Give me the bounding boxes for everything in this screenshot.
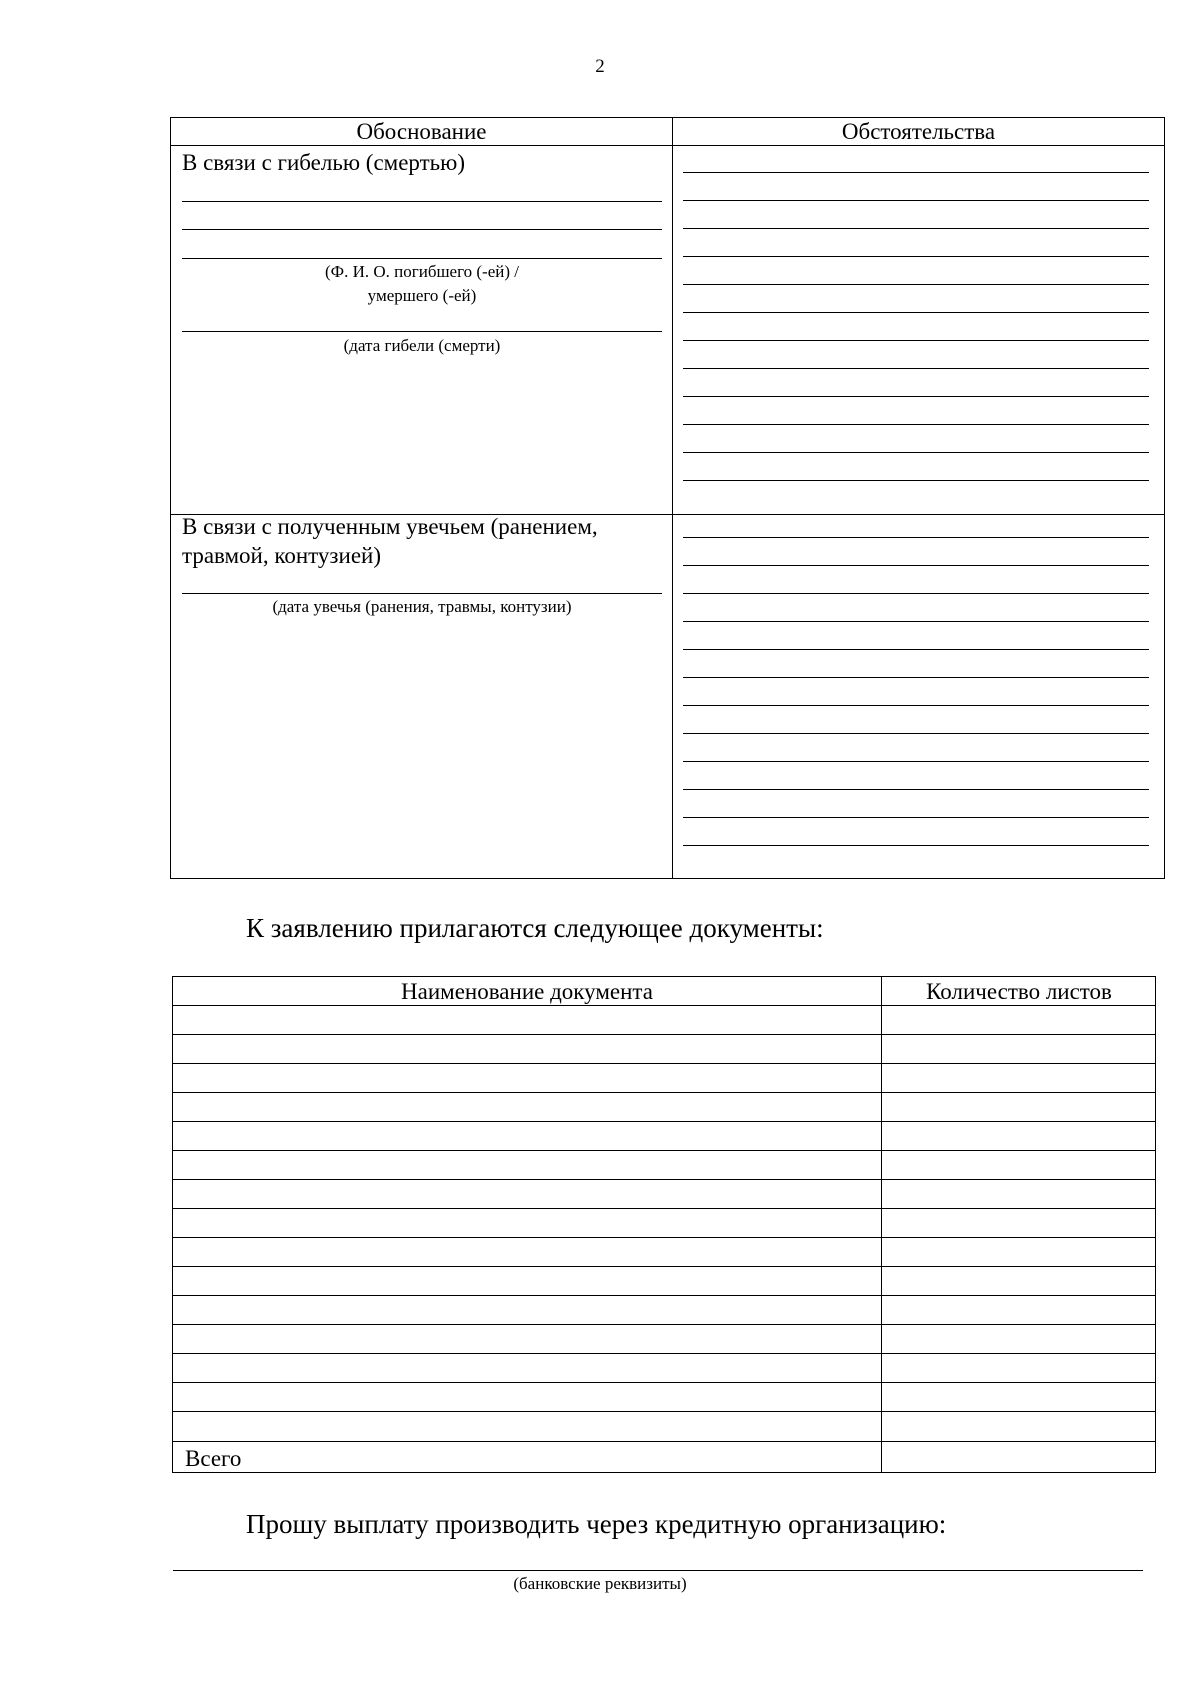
injury-circumstances-line[interactable] [683, 565, 1149, 566]
injury-circumstances-line[interactable] [683, 621, 1149, 622]
death-circumstances-line[interactable] [683, 228, 1149, 229]
label-line: травмой, контузией) [182, 543, 382, 568]
injury-date-field[interactable] [182, 593, 662, 594]
sheet-count-header: Количество листов [926, 979, 1112, 1004]
total-label: Всего [185, 1446, 242, 1471]
sheet-count-cell[interactable] [883, 1325, 1155, 1354]
death-circumstances-line[interactable] [683, 480, 1149, 481]
death-circumstances-line[interactable] [683, 172, 1149, 173]
death-circumstances-line[interactable] [683, 284, 1149, 285]
document-name-cell[interactable] [173, 1035, 881, 1064]
document-name-cell[interactable] [173, 1354, 881, 1383]
injury-circumstances-line[interactable] [683, 761, 1149, 762]
total-sheet-count-cell[interactable] [883, 1442, 1155, 1471]
sheet-count-cell[interactable] [883, 1267, 1155, 1296]
table-row [173, 1093, 1155, 1122]
document-name-cell[interactable] [173, 1209, 881, 1238]
table-row [173, 1354, 1155, 1383]
label-line: В связи с полученным увечьем (ранением, [182, 514, 598, 539]
death-circumstances-line[interactable] [683, 368, 1149, 369]
deceased-name-field[interactable] [182, 229, 662, 230]
document-name-cell[interactable] [173, 1064, 881, 1093]
injury-circumstances-line[interactable] [683, 677, 1149, 678]
sheet-count-cell[interactable] [883, 1151, 1155, 1180]
bank-details-caption: (банковские реквизиты) [513, 1574, 687, 1593]
table-row [173, 1325, 1155, 1354]
column-divider [672, 118, 673, 878]
injury-date-caption: (дата увечья (ранения, травмы, контузии) [272, 597, 572, 616]
table-row [173, 1006, 1155, 1035]
table-row [173, 1122, 1155, 1151]
basis-table [170, 117, 1165, 879]
document-name-cell[interactable] [173, 1267, 881, 1296]
table-row [173, 1209, 1155, 1238]
sheet-count-cell[interactable] [883, 1296, 1155, 1325]
sheet-count-cell[interactable] [883, 1006, 1155, 1035]
caption-line: умершего (-ей) [367, 286, 477, 305]
death-circumstances-line[interactable] [683, 200, 1149, 201]
table-row [173, 1151, 1155, 1180]
deceased-name-field[interactable] [182, 201, 662, 202]
injury-circumstances-line[interactable] [683, 845, 1149, 846]
table-row [173, 1064, 1155, 1093]
injury-basis-label [182, 512, 598, 570]
injury-circumstances-line[interactable] [683, 733, 1149, 734]
document-name-cell[interactable] [173, 1325, 881, 1354]
sheet-count-cell[interactable] [883, 1093, 1155, 1122]
sheet-count-cell[interactable] [883, 1412, 1155, 1441]
table-row [173, 1383, 1155, 1412]
death-date-caption: (дата гибели (смерти) [343, 336, 501, 355]
table-row [173, 1296, 1155, 1325]
sheet-count-cell[interactable] [883, 1383, 1155, 1412]
document-name-cell[interactable] [173, 1238, 881, 1267]
sheet-count-cell[interactable] [883, 1354, 1155, 1383]
death-date-field[interactable] [182, 331, 662, 332]
sheet-count-cell[interactable] [883, 1122, 1155, 1151]
sheet-count-cell[interactable] [883, 1180, 1155, 1209]
death-circumstances-line[interactable] [683, 452, 1149, 453]
sheet-count-cell[interactable] [883, 1064, 1155, 1093]
table-row [173, 1180, 1155, 1209]
injury-circumstances-line[interactable] [683, 593, 1149, 594]
basis-header: Обоснование [356, 119, 487, 144]
document-name-cell[interactable] [173, 1180, 881, 1209]
injury-circumstances-line[interactable] [683, 537, 1149, 538]
document-name-cell[interactable] [173, 1412, 881, 1441]
page-number: 2 [595, 56, 605, 77]
death-circumstances-line[interactable] [683, 256, 1149, 257]
death-circumstances-line[interactable] [683, 340, 1149, 341]
table-row [173, 1412, 1155, 1441]
death-circumstances-line[interactable] [683, 312, 1149, 313]
total-row [173, 1442, 1155, 1471]
death-basis-label: В связи с гибелью (смертью) [182, 150, 465, 175]
table-row [173, 1267, 1155, 1296]
document-name-cell[interactable] [173, 1296, 881, 1325]
injury-circumstances-line[interactable] [683, 705, 1149, 706]
deceased-name-field[interactable] [182, 258, 662, 259]
document-name-cell[interactable] [173, 1383, 881, 1412]
bank-details-field[interactable] [173, 1570, 1143, 1571]
attachments-table [172, 976, 1156, 1473]
document-name-header: Наименование документа [401, 979, 653, 1004]
deceased-name-caption [182, 260, 662, 308]
sheet-count-cell[interactable] [883, 1238, 1155, 1267]
injury-circumstances-line[interactable] [683, 817, 1149, 818]
death-circumstances-line[interactable] [683, 396, 1149, 397]
document-name-cell[interactable] [173, 1151, 881, 1180]
sheet-count-cell[interactable] [883, 1209, 1155, 1238]
table-row [173, 1238, 1155, 1267]
injury-circumstances-line[interactable] [683, 789, 1149, 790]
table-row [173, 1035, 1155, 1064]
payment-heading: Прошу выплату производить через кредитную организацию: [246, 1509, 947, 1539]
document-name-cell[interactable] [173, 1122, 881, 1151]
attachments-heading: К заявлению прилагаются следующее документы: [246, 913, 824, 943]
death-circumstances-line[interactable] [683, 424, 1149, 425]
injury-circumstances-line[interactable] [683, 649, 1149, 650]
circumstances-header: Обстоятельства [841, 119, 996, 144]
document-name-cell[interactable] [173, 1093, 881, 1122]
caption-line: (Ф. И. О. погибшего (-ей) / [325, 262, 519, 281]
sheet-count-cell[interactable] [883, 1035, 1155, 1064]
document-name-cell[interactable] [173, 1006, 881, 1035]
